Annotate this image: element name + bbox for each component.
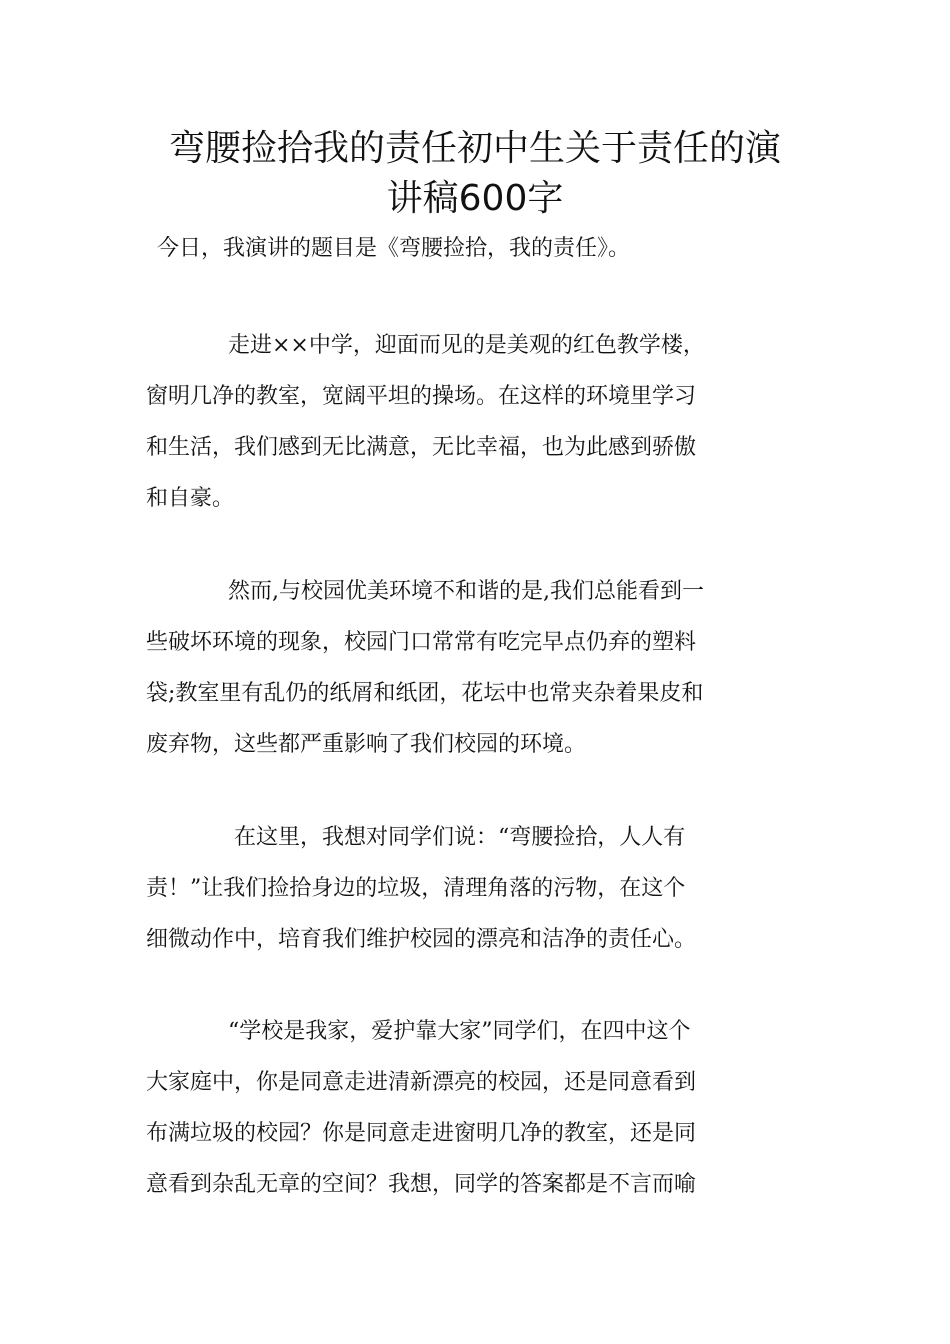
paragraph-line: 布满垃圾的校园？你是同意走进窗明几净的教室，还是同 — [146, 1121, 697, 1146]
paragraph-1 — [146, 320, 806, 524]
intro-line: 今日，我演讲的题目是《弯腰捡拾，我的责任》。 — [157, 236, 631, 261]
paragraph-3 — [146, 812, 806, 965]
paragraph-line: 意看到杂乱无章的空间？我想，同学的答案都是不言而喻 — [146, 1172, 697, 1197]
paragraph-line: 袋;教室里有乱仍的纸屑和纸团，花坛中也常夹杂着果皮和 — [146, 681, 704, 706]
paragraph-line: 然而,与校园优美环境不和谐的是,我们总能看到一 — [228, 579, 704, 604]
paragraph-line: 走进××中学，迎面而见的是美观的红色教学楼， — [228, 333, 705, 358]
paragraph-line: 些破坏环境的现象，校园门口常常有吃完早点仍弃的塑料 — [146, 630, 697, 655]
document-title — [0, 124, 950, 224]
paragraph-line: 在这里，我想对同学们说：“弯腰捡拾，人人有 — [234, 825, 686, 850]
paragraph-line: 责！”让我们捡拾身边的垃圾，清理角落的污物，在这个 — [146, 876, 686, 901]
paragraph-line: 大家庭中，你是同意走进清新漂亮的校园，还是同意看到 — [146, 1070, 697, 1095]
paragraph-line: 和生活，我们感到无比满意，无比幸福，也为此感到骄傲 — [146, 435, 697, 460]
paragraph-line: 废弃物，这些都严重影响了我们校园的环境。 — [146, 732, 587, 757]
paragraph-line: “学校是我家，爱护靠大家”同学们，在四中这个 — [228, 1019, 691, 1044]
paragraph-2 — [146, 566, 806, 770]
paragraph-line: 细微动作中，培育我们维护校园的漂亮和洁净的责任心。 — [146, 927, 697, 952]
paragraph-line: 和自豪。 — [146, 486, 235, 511]
paragraph-4 — [146, 1006, 806, 1210]
title-line-1: 弯腰捡拾我的责任初中生关于责任的演 — [168, 128, 781, 169]
title-line-2: 讲稿600字 — [386, 178, 564, 219]
paragraph-line: 窗明几净的教室，宽阔平坦的操场。在这样的环境里学习 — [146, 384, 697, 409]
